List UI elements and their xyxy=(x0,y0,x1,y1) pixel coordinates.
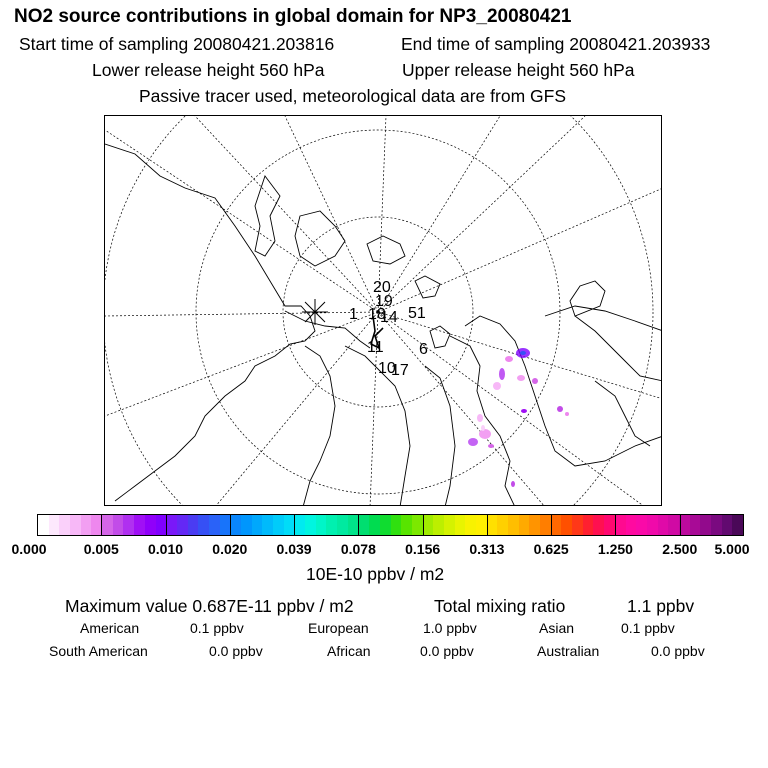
colorbar-swatch xyxy=(305,515,316,535)
concentration-patch xyxy=(532,378,538,384)
track-label: 14 xyxy=(380,309,398,326)
colorbar-swatch xyxy=(38,515,49,535)
meridian-line xyxy=(215,312,378,506)
colorbar-tick-label: 0.039 xyxy=(276,541,312,557)
track-label: 51 xyxy=(408,305,426,322)
colorbar-swatch xyxy=(380,515,391,535)
colorbar-swatch xyxy=(358,515,369,535)
meridian-line xyxy=(105,312,378,316)
colorbar-swatch xyxy=(690,515,701,535)
track-label: 20 xyxy=(373,279,391,296)
track-label: 17 xyxy=(391,362,409,379)
colorbar-separator xyxy=(551,515,552,535)
tracer-note: Passive tracer used, meteorological data are from GFS xyxy=(139,86,566,106)
region-value-asian: 0.1 ppbv xyxy=(621,620,675,636)
colorbar-tick-label: 0.000 xyxy=(11,541,47,557)
coastline xyxy=(255,176,280,256)
coastline xyxy=(425,366,455,506)
colorbar-tick-label: 0.156 xyxy=(405,541,441,557)
colorbar-tick-label: 0.313 xyxy=(469,541,505,557)
release-site-marker xyxy=(302,299,328,325)
colorbar-swatch xyxy=(188,515,199,535)
concentration-patch xyxy=(493,382,501,390)
colorbar-swatch xyxy=(593,515,604,535)
concentration-patch xyxy=(557,406,563,412)
colorbar-swatch xyxy=(497,515,508,535)
polar-map xyxy=(104,115,662,506)
coastline xyxy=(367,236,405,264)
colorbar-swatch xyxy=(59,515,70,535)
colorbar-swatch xyxy=(412,515,423,535)
concentration-patch xyxy=(479,429,491,439)
concentration-patch xyxy=(521,409,527,413)
colorbar-swatch xyxy=(604,515,615,535)
colorbar-swatch xyxy=(583,515,594,535)
colorbar-swatch xyxy=(337,515,348,535)
colorbar-swatch xyxy=(711,515,722,535)
colorbar-separator xyxy=(680,515,681,535)
concentration-patch xyxy=(505,356,513,362)
colorbar-swatch xyxy=(658,515,669,535)
meridian-line xyxy=(378,312,545,506)
region-value-african: 0.0 ppbv xyxy=(420,643,474,659)
region-value-south-american: 0.0 ppbv xyxy=(209,643,263,659)
coastline xyxy=(430,326,450,348)
coastline xyxy=(295,211,345,266)
coastline xyxy=(303,346,335,506)
colorbar-swatch xyxy=(433,515,444,535)
colorbar-tick-label: 0.020 xyxy=(212,541,248,557)
colorbar-separator xyxy=(615,515,616,535)
colorbar-swatch xyxy=(252,515,263,535)
colorbar-swatch xyxy=(262,515,273,535)
concentration-patch xyxy=(477,414,483,422)
region-name-australian: Australian xyxy=(537,643,600,659)
colorbar-separator xyxy=(166,515,167,535)
colorbar-tick-label: 0.625 xyxy=(533,541,569,557)
coastline xyxy=(570,281,605,316)
region-value-american: 0.1 ppbv xyxy=(190,620,244,636)
colorbar-swatch xyxy=(326,515,337,535)
meridian-line xyxy=(105,130,378,312)
max-value-label: Maximum value 0.687E-11 ppbv / m2 xyxy=(65,596,354,616)
colorbar-swatch xyxy=(273,515,284,535)
colorbar-swatch xyxy=(455,515,466,535)
concentration-patch xyxy=(520,351,526,355)
colorbar-swatch xyxy=(465,515,476,535)
colorbar-swatch xyxy=(508,515,519,535)
end-time-label: End time of sampling 20080421.203933 xyxy=(401,34,711,54)
colorbar-separator xyxy=(294,515,295,535)
colorbar-swatch xyxy=(241,515,252,535)
colorbar-swatch xyxy=(668,515,679,535)
colorbar-tick-label: 2.500 xyxy=(662,541,698,557)
colorbar-swatch xyxy=(636,515,647,535)
region-name-american: American xyxy=(80,620,140,636)
total-mixing-label: Total mixing ratio xyxy=(434,596,566,616)
colorbar-separator xyxy=(358,515,359,535)
track-label: 11 xyxy=(367,339,384,356)
coastline xyxy=(415,276,440,298)
colorbar-swatch xyxy=(487,515,498,535)
region-name-african: African xyxy=(327,643,371,659)
colorbar-separator xyxy=(101,515,102,535)
colorbar-swatch xyxy=(134,515,145,535)
colorbar-swatch xyxy=(70,515,81,535)
colorbar-tick-label: 5.000 xyxy=(714,541,750,557)
colorbar-tick-label: 0.005 xyxy=(83,541,119,557)
colorbar-swatch xyxy=(145,515,156,535)
colorbar-swatch xyxy=(348,515,359,535)
track-label: 6 xyxy=(419,341,428,358)
meridian-line xyxy=(195,116,378,312)
region-value-european: 1.0 ppbv xyxy=(423,620,477,636)
colorbar-swatch xyxy=(626,515,637,535)
region-name-south-american: South American xyxy=(49,643,148,659)
colorbar-swatch xyxy=(81,515,92,535)
coastline xyxy=(465,316,662,466)
colorbar-swatch xyxy=(401,515,412,535)
concentration-patch xyxy=(517,375,525,381)
coastline xyxy=(450,336,515,506)
concentration-patch xyxy=(488,444,494,448)
total-mixing-value: 1.1 ppbv xyxy=(627,596,695,616)
colorbar-swatch xyxy=(230,515,241,535)
colorbar-unit-label: 10E-10 ppbv / m2 xyxy=(306,564,445,584)
colorbar-swatch xyxy=(294,515,305,535)
region-name-european: European xyxy=(308,620,369,636)
colorbar-swatch xyxy=(444,515,455,535)
meridian-line xyxy=(378,116,500,312)
colorbar-swatch xyxy=(551,515,562,535)
colorbar-swatch xyxy=(732,515,743,535)
colorbar-swatch xyxy=(561,515,572,535)
colorbar-tick-label: 0.010 xyxy=(148,541,184,557)
concentration-patch xyxy=(481,425,485,431)
concentration-field xyxy=(468,348,569,487)
colorbar-swatch xyxy=(615,515,626,535)
coastline xyxy=(105,144,315,501)
colorbar-swatch xyxy=(177,515,188,535)
colorbar xyxy=(37,514,744,536)
colorbar-swatch xyxy=(529,515,540,535)
region-value-australian: 0.0 ppbv xyxy=(651,643,705,659)
track-label: 1 xyxy=(349,306,358,323)
coastline xyxy=(545,306,662,331)
concentration-patch xyxy=(511,481,515,487)
colorbar-separator xyxy=(230,515,231,535)
meridian-line xyxy=(285,116,378,312)
region-name-asian: Asian xyxy=(539,620,575,636)
track-label: 18 xyxy=(368,306,386,323)
colorbar-swatch xyxy=(113,515,124,535)
chart-title: NO2 source contributions in global domain for NP3_20080421 xyxy=(14,6,572,27)
track-label: 10 xyxy=(378,360,396,377)
colorbar-swatch xyxy=(123,515,134,535)
colorbar-swatch xyxy=(647,515,658,535)
colorbar-swatch xyxy=(722,515,733,535)
colorbar-tick-label: 0.078 xyxy=(340,541,376,557)
colorbar-swatch xyxy=(476,515,487,535)
track-label: 19 xyxy=(375,293,393,310)
colorbar-separator xyxy=(487,515,488,535)
colorbar-swatch xyxy=(572,515,583,535)
colorbar-tick-label: 1.250 xyxy=(597,541,633,557)
colorbar-swatch xyxy=(540,515,551,535)
colorbar-swatch xyxy=(423,515,434,535)
colorbar-swatch xyxy=(49,515,60,535)
colorbar-swatch xyxy=(209,515,220,535)
colorbar-swatch xyxy=(316,515,327,535)
colorbar-swatch xyxy=(700,515,711,535)
concentration-patch xyxy=(499,368,505,380)
colorbar-swatch xyxy=(198,515,209,535)
colorbar-swatch xyxy=(369,515,380,535)
concentration-patch xyxy=(468,438,478,446)
colorbar-swatch xyxy=(391,515,402,535)
lower-height-label: Lower release height 560 hPa xyxy=(92,60,325,80)
colorbar-swatch xyxy=(102,515,113,535)
coastline xyxy=(595,381,650,446)
start-time-label: Start time of sampling 20080421.203816 xyxy=(19,34,335,54)
map-canvas xyxy=(105,116,662,506)
colorbar-swatch xyxy=(166,515,177,535)
colorbar-separator xyxy=(423,515,424,535)
concentration-patch xyxy=(565,412,569,416)
colorbar-swatch xyxy=(519,515,530,535)
upper-height-label: Upper release height 560 hPa xyxy=(402,60,635,80)
